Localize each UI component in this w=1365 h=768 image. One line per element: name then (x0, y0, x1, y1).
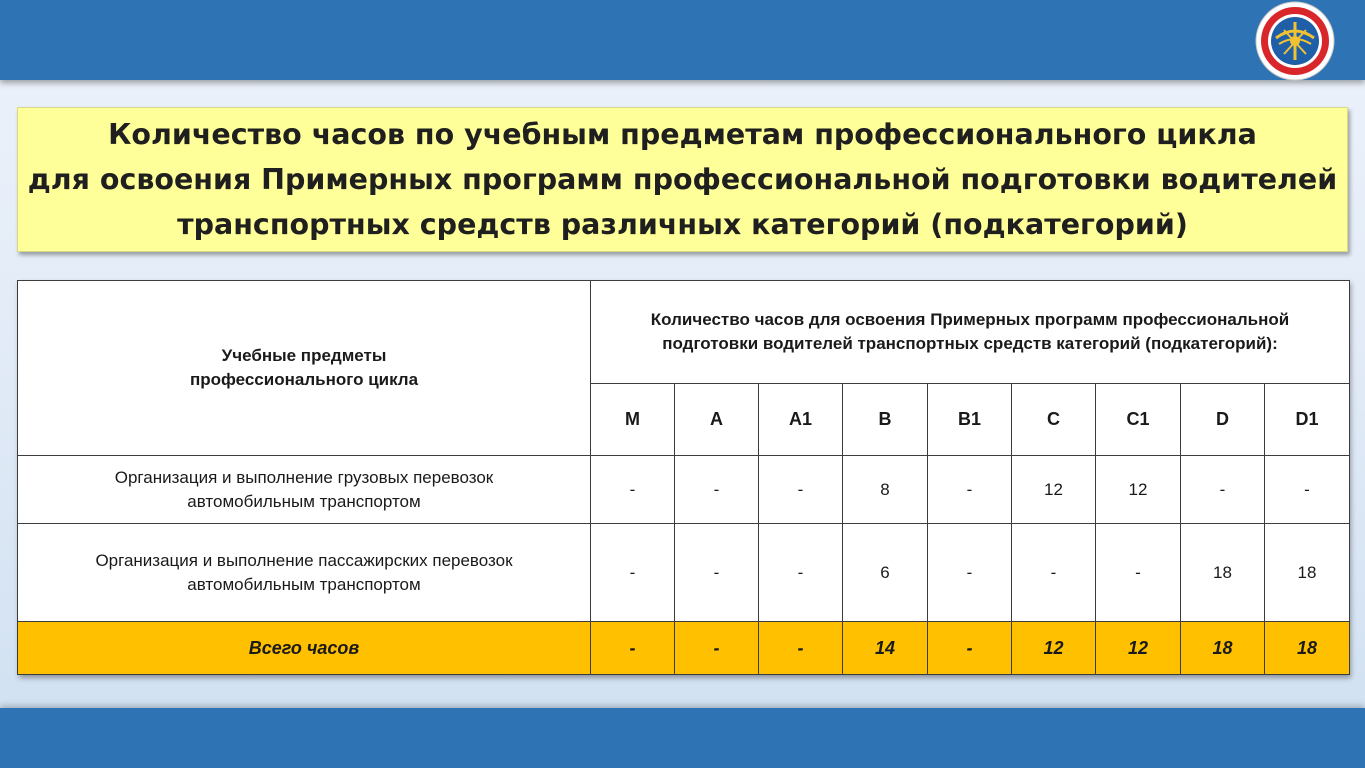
hours-cell: 8 (843, 456, 928, 524)
subject-column-header: Учебные предметы профессионального цикла (18, 281, 591, 456)
category-header: C (1012, 384, 1096, 456)
hours-cell: - (591, 524, 675, 622)
total-cell: 18 (1181, 622, 1265, 675)
hours-cell: 18 (1181, 524, 1265, 622)
page-title: Количество часов по учебным предметам профессионального цикла для освоения Примерных программ профессиональной подготовки водителей транспортных средств различных категорий (подкатегорий) (27, 118, 1338, 241)
emblem-logo (1254, 0, 1336, 82)
category-header: B1 (928, 384, 1012, 456)
bottom-bar (0, 708, 1365, 768)
table-row (18, 456, 1350, 524)
hours-cell: - (675, 524, 759, 622)
hours-cell: 12 (1012, 456, 1096, 524)
subject-cell: Организация и выполнение пассажирских перевозок автомобильным транспортом (18, 524, 591, 622)
hours-cell: - (675, 456, 759, 524)
category-header: A1 (759, 384, 843, 456)
category-header: A (675, 384, 759, 456)
category-header: M (591, 384, 675, 456)
hours-cell: - (1012, 524, 1096, 622)
total-cell: 12 (1012, 622, 1096, 675)
title-box (17, 107, 1348, 252)
hours-cell: - (591, 456, 675, 524)
hours-cell: 12 (1096, 456, 1181, 524)
hours-table (17, 280, 1350, 675)
total-cell: 18 (1265, 622, 1350, 675)
category-header: D1 (1265, 384, 1350, 456)
hours-cell: - (1181, 456, 1265, 524)
total-cell: - (928, 622, 1012, 675)
hours-cell: - (1265, 456, 1350, 524)
hours-table-wrapper (17, 280, 1349, 675)
category-header: D (1181, 384, 1265, 456)
total-row (18, 622, 1350, 675)
top-bar (0, 0, 1365, 80)
table-row (18, 524, 1350, 622)
total-cell: - (675, 622, 759, 675)
category-header: C1 (1096, 384, 1181, 456)
hours-cell: - (759, 456, 843, 524)
hours-group-header: Количество часов для освоения Примерных программ профессиональной подготовки водителей транспортных средств категорий (подкатегорий): (591, 281, 1350, 384)
hours-cell: 6 (843, 524, 928, 622)
hours-cell: - (759, 524, 843, 622)
total-cell: - (591, 622, 675, 675)
total-cell: 12 (1096, 622, 1181, 675)
hours-cell: - (928, 456, 1012, 524)
total-cell: - (759, 622, 843, 675)
hours-cell: - (1096, 524, 1181, 622)
total-cell: 14 (843, 622, 928, 675)
subject-cell: Организация и выполнение грузовых перевозок автомобильным транспортом (18, 456, 591, 524)
hours-cell: 18 (1265, 524, 1350, 622)
total-label: Всего часов (18, 622, 591, 675)
category-header: B (843, 384, 928, 456)
hours-cell: - (928, 524, 1012, 622)
